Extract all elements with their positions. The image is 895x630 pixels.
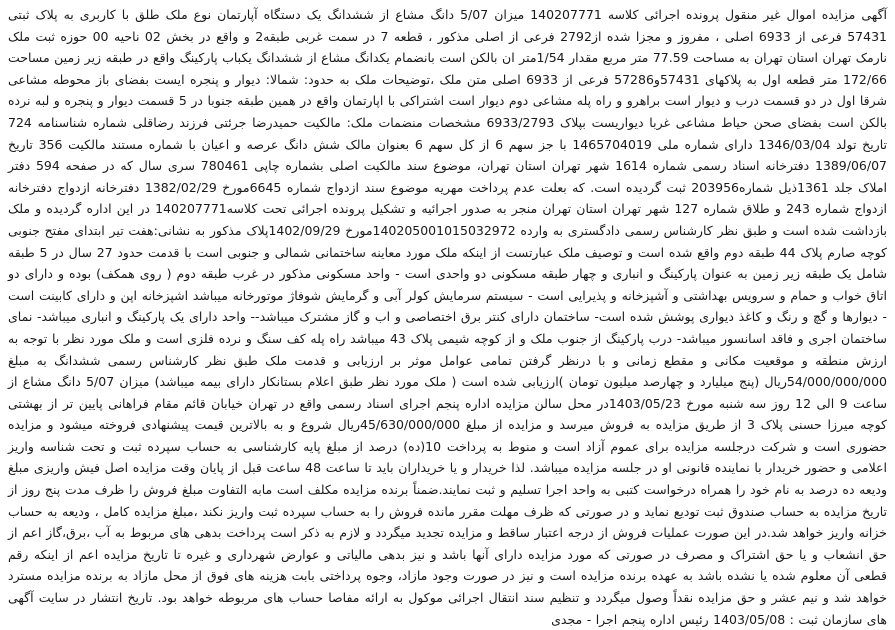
notice-body-text: آگهی مزایده اموال غیر منقول پرونده اجرائی کلاسه 140207771 میزان 5/07 دانگ مشاع از ششدانگ یک دستگاه آپارتمان نوع ملک طلق با کاربری به پلاک ثبتی 57431 فرعی از 6933 اصلی ، مفروز و مجزا شده از2792 فرعی از اصلی مذکور ، قطعه 7 در سمت غربی طبقه2 و واقع در بخش 02 ناحیه 00 حوزه ثبت ملک نارمک تهران استان تهران به مساحت 77.59 متر مربع مقدار 1/54متر ان بالکن است بانضمام یکدانگ مشاع از ششدانگ یکباب پارکینگ واقع در طبقه زیر زمین مساحت 172/66 متر قطعه اول به پلاکهای 57431و57286 فرعی از 6933 اصلی متن ملک ،توضیحات ملک به حدود: شمالا: دیوار و پنجره ایست بفضای باز محوطه مشاعی شرقا اول در دو قسمت درب و دیوار است براهرو و راه پله مشاعی دوم دیوار است اشتراکی با اپارتمان واقع در همین طبقه جنوبا در 5 قسمت دیوار و پنجره و لبه نرده بالکن است بفضای صحن حیاط مشاعی غربا دیواریست بپلاک 6933/2793 مشخصات منضمات ملک: مالکیت حمیدرضا جرئتی فرزند رضاقلی شماره شناسنامه 724 تاریخ تولد 1346/03/04 دارای شماره ملی 1465704019 با جز سهم 6 از کل سهم 6 بعنوان مالک شش دانگ عرصه و اعیان با شماره مستند مالکیت 356 تاریخ 1389/06/07 دفترخانه اسناد رسمی شماره 1614 شهر تهران استان تهران، موضوع سند مالکیت اصلی بشماره چاپی 780461 سری سال که در صفحه 594 دفتر املاک جلد 1361ذیل شماره203956 ثبت گردیده است. که بعلت عدم پرداخت مهریه موضوع سند ازدواج شماره 6645مورخ 1382/02/29 دفترخانه ازدواج دفترخانه ازدواج شماره 243 و طلاق شماره 127 شهر تهران استان تهران منجر به صدور اجرائیه و تشکیل پرونده اجرائی تحت کلاسه140207771 در این اداره گردیده و ملک بازداشت شده است و طبق نظر کارشناس رسمی دادگستری به وارده 140205001015032972مورخ 1402/09/29پلاک مذکور به نشانی:هفت تیر ابتدای مفتح جنوبی کوچه صارم پلاک 44 طبقه دوم واقع شده است و توصیف ملک عبارتست از اینکه ملک مورد معاینه ساختمانی شمالی و جنوبی است با قدمت حدود 27 سال در 5 طبقه شامل یک طبقه زیر زمین به عنوان پارکینگ و انباری و چهار طبقه مسکونی دو واحدی است - واحد مسکونی مذکور در غرب طبقه دوم ( روی همکف) بوده و دارای دو اتاق خواب و حمام و سرویس بهداشتی و آشپزخانه و پذیرایی است - سیستم سرمایش کولر آبی و گرمایش شوفاژ موتورخانه میباشد اشپزخانه اپن و دارای کابینت است - دیوارها و گچ و رنگ و کاغذ دیواری پوشش شده است- ساختمان دارای کنتر برق اختصاصی و اب و گاز مشترک میباشد-- واحد دارای یک پارکینگ و انباری میباشد- نمای ساختمان اجری و فاقد اسانسور میباشد- درب پارکینگ از جنوب ملک و از کوچه شیمی پلاک 43 میباشد راه پله کف سنگ و نرده فلزی است و ملک مورد نظر با توجه به ارزش منطقه و موقعیت مکانی و مقطع زمانی و با درنظر گرفتن تمامی عوامل موثر بر ارزیابی و قدمت ملک طبق نظر کارشناس رسمی ششدانگ به مبلغ 54/000/000/000ریال (پنج میلیارد و چهارصد میلیون تومان )ارزیابی شده است ( ملک مورد نظر طبق اعلام بستانکار دارای بیمه میباشد) میزان 5/07 دانگ مشاع از ساعت 9 الی 12 روز سه شنبه مورخ 1403/05/23در محل سالن مزایده اداره پنجم اجرای اسناد رسمی واقع در تهران خیابان قائم مقام فراهانی پایین تر از بهشتی کوچه میرزا حسنی پلاک 3 از طریق مزایده به فروش میرسد و مزایده از مبلغ 45/630/000/000ریال شروع و به بالاترین قیمت پیشنهادی فروخته میشود و مزایده حضوری است و شرکت درجلسه مزایده برای عموم آزاد است و منوط به پرداخت 10(ده) درصد از مبلغ پایه کارشناسی به حساب سپرده ثبت و تحت شناسه واریز اعلامی و حضور خریدار با نماینده قانونی او در جلسه مزایده میباشد. لذا خریدار و یا خریداران باید تا ساعت 48 ساعت قبل از پایان وقت مزایده اصل فیش واریزی مبلغ ودیعه ده درصد به نام خود را همراه درخواست کتبی به واحد اجرا تسلیم و ثبت نمایند.ضمناً برنده مزایده مکلف است مابه التفاوت مبلغ فروش را ظرف مدت پنج روز از تاریخ مزایده به حساب صندوق ثبت تودیع نماید و در صورتی که ظرف مهلت مقرر مانده فروش را به حساب سپرده ثبت واریز نکند ،مبلغ مزایده کامل ، ودیعه به حساب خزانه واریز خواهد شد.در این صورت عملیات فروش از درجه اعتبار ساقط و مزایده تجدید میگردد و لازم به ذکر است پرداخت بدهی های مربوط به آب ،برق،گاز اعم از حق انشعاب و یا حق اشتراک و مصرف در صورتی که مورد مزایده دارای آنها باشد و نیز بدهی مالیاتی و عوارض شهرداری و غیره تا تاریخ مزایده اعم از اینکه رقم قطعی آن معلوم شده یا نشده باشد به عهده برنده مزایده است و نیز در صورت وجود مازاد، وجوه پرداختی بابت هزینه های فوق از محل مازاد به برنده مزایده مسترد خواهد شد و نیم عشر و حق مزایده نقداً وصول میگردد و تنظیم سند انتقال اجرائی موکول به ارائه مفاصا حساب های مربوطه خواهد بود. تاریخ انتشار در سایت آگهی های سازمان ثبت : 1403/05/08 رئیس اداره پنجم اجرا - مجدی bbox=[8, 7, 888, 627]
auction-notice bbox=[8, 4, 887, 630]
